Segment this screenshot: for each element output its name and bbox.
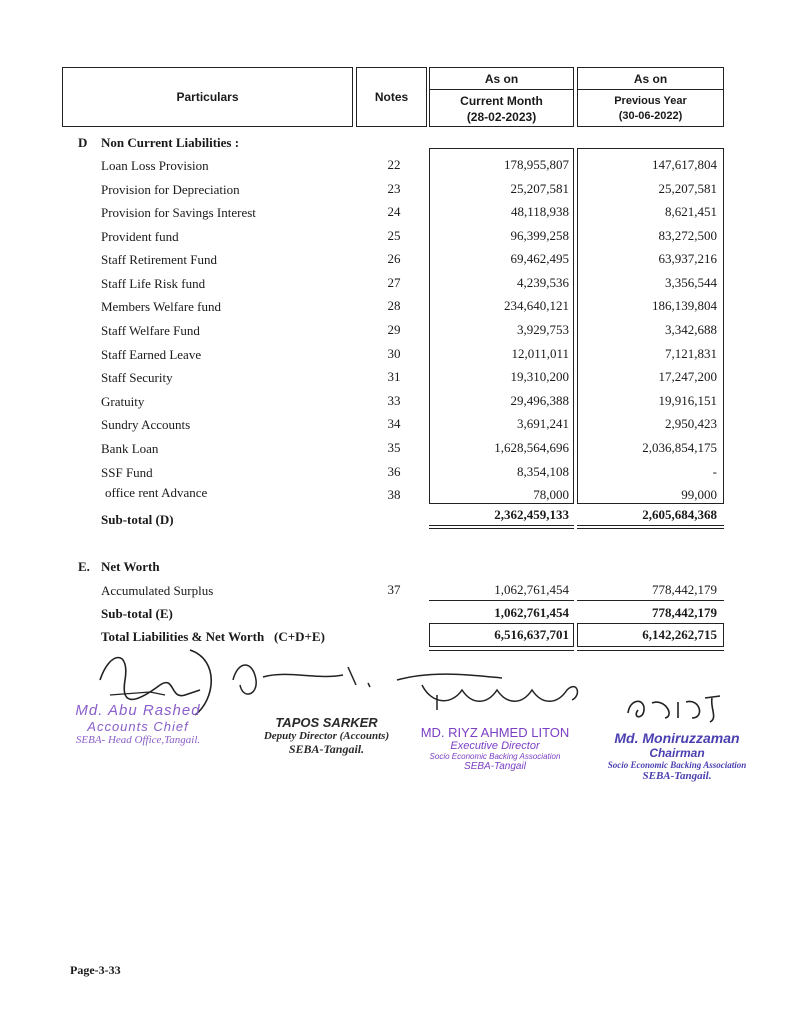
row-previous: 83,272,500 xyxy=(658,228,717,243)
signatory-4 xyxy=(592,730,762,782)
signatory-2-title: Deputy Director (Accounts) xyxy=(263,730,390,742)
signatory-1-org: SEBA- Head Office,Tangail. xyxy=(75,734,201,746)
row-note: 26 xyxy=(387,251,401,266)
signatory-3-org-line: Socio Economic Backing Association xyxy=(429,752,561,761)
surplus-underline-current xyxy=(429,600,574,601)
row-previous: 2,036,854,175 xyxy=(642,440,717,455)
signatory-4-title: Chairman xyxy=(649,746,705,760)
header-current-date: (28-02-2023) xyxy=(466,110,537,124)
row-previous: 3,342,688 xyxy=(665,322,717,337)
row-note: 31 xyxy=(387,369,401,384)
signatory-4-org: SEBA-Tangail. xyxy=(642,770,712,782)
signatory-1-name: Md. Abu Rashed xyxy=(75,702,201,719)
accumulated-surplus-label: Accumulated Surplus xyxy=(101,583,214,598)
row-current: 3,691,241 xyxy=(517,416,569,431)
accumulated-surplus-previous: 778,442,179 xyxy=(652,582,717,597)
row-current: 1,628,564,696 xyxy=(494,440,569,455)
signatory-1 xyxy=(58,702,218,746)
row-note: 24 xyxy=(387,204,401,219)
header-current-label: Current Month xyxy=(460,94,543,108)
row-note: 38 xyxy=(387,487,401,502)
subtotal-d-previous: 2,605,684,368 xyxy=(642,507,717,522)
row-current: 69,462,495 xyxy=(510,251,569,266)
row-current: 29,496,388 xyxy=(510,393,569,408)
row-label: Sundry Accounts xyxy=(101,417,191,432)
subtotal-d-underline-3 xyxy=(577,525,724,526)
signature-scribble-3 xyxy=(392,660,592,720)
row-previous: 8,621,451 xyxy=(665,204,717,219)
signatory-1-title: Accounts Chief xyxy=(87,719,189,734)
accumulated-surplus-note: 37 xyxy=(387,582,401,597)
row-label: Staff Retirement Fund xyxy=(101,252,218,267)
row-note: 25 xyxy=(387,228,401,243)
signatory-3-org: SEBA-Tangail xyxy=(464,761,526,772)
subtotal-d-label: Sub-total (D) xyxy=(101,512,174,527)
row-label: Staff Life Risk fund xyxy=(101,276,206,291)
subtotal-e-label: Sub-total (E) xyxy=(101,606,173,621)
row-current: 78,000 xyxy=(533,487,569,502)
row-current: 3,929,753 xyxy=(517,322,569,337)
row-previous: 25,207,581 xyxy=(658,181,717,196)
row-label: Staff Security xyxy=(101,370,173,385)
row-label: SSF Fund xyxy=(101,465,153,480)
row-note: 28 xyxy=(387,298,401,313)
total-formula: (C+D+E) xyxy=(273,629,325,644)
row-note: 36 xyxy=(387,464,401,479)
total-previous: 6,142,262,715 xyxy=(642,627,717,642)
row-current: 8,354,108 xyxy=(517,464,569,479)
subtotal-d-underline-1 xyxy=(429,525,574,526)
row-current: 25,207,581 xyxy=(510,181,569,196)
header-particulars: Particulars xyxy=(176,90,239,104)
surplus-underline-previous xyxy=(577,600,724,601)
section-d-title: Non Current Liabilities : xyxy=(101,135,240,150)
signatory-2 xyxy=(254,715,399,757)
row-current: 96,399,258 xyxy=(510,228,569,243)
row-note: 29 xyxy=(387,322,401,337)
row-previous: 147,617,804 xyxy=(652,157,717,172)
header-previous-divider xyxy=(577,89,724,90)
signatory-4-org-line: Socio Economic Backing Association xyxy=(607,760,747,770)
accumulated-surplus-current: 1,062,761,454 xyxy=(494,582,569,597)
row-previous: 19,916,151 xyxy=(658,393,717,408)
row-note: 27 xyxy=(387,275,401,290)
row-current: 4,239,536 xyxy=(517,275,569,290)
signature-scribble-4 xyxy=(620,688,730,728)
subtotal-d-current: 2,362,459,133 xyxy=(494,507,569,522)
row-label: Provision for Savings Interest xyxy=(101,205,256,220)
total-double-underline-current xyxy=(429,650,574,651)
signatory-4-name: Md. Moniruzzaman xyxy=(614,730,740,746)
header-notes: Notes xyxy=(374,90,409,104)
row-note: 23 xyxy=(387,181,401,196)
header-previous-label: Previous Year xyxy=(614,95,687,107)
row-label: Provident fund xyxy=(101,229,179,244)
row-previous: 99,000 xyxy=(681,487,717,502)
row-label: Staff Earned Leave xyxy=(101,347,202,362)
subtotal-d-underline-2 xyxy=(429,528,574,529)
page-number: Page-3-33 xyxy=(70,963,121,977)
signatory-2-name: TAPOS SARKER xyxy=(275,715,378,730)
row-note: 22 xyxy=(387,157,401,172)
subtotal-d-underline-4 xyxy=(577,528,724,529)
signatory-3 xyxy=(410,725,580,772)
signatory-2-org: SEBA-Tangail. xyxy=(288,742,365,756)
signatory-3-title: Executive Director xyxy=(450,740,540,752)
row-previous: 17,247,200 xyxy=(658,369,717,384)
header-previous-date: (30-06-2022) xyxy=(618,110,683,122)
row-current: 19,310,200 xyxy=(510,369,569,384)
signatory-3-name: MD. RIYZ AHMED LITON xyxy=(420,725,570,740)
row-note: 30 xyxy=(387,346,401,361)
row-label: Members Welfare fund xyxy=(101,299,222,314)
row-label: office rent Advance xyxy=(105,485,208,500)
row-previous: - xyxy=(712,464,717,479)
header-previous-as-on: As on xyxy=(633,72,668,86)
row-previous: 3,356,544 xyxy=(665,275,717,290)
row-previous: 186,139,804 xyxy=(652,298,717,313)
row-current: 48,118,938 xyxy=(510,204,569,219)
total-current: 6,516,637,701 xyxy=(494,627,569,642)
row-note: 34 xyxy=(387,416,401,431)
row-previous: 2,950,423 xyxy=(665,416,717,431)
row-current: 12,011,011 xyxy=(511,346,569,361)
row-label: Gratuity xyxy=(101,394,145,409)
row-current: 234,640,121 xyxy=(504,298,569,313)
row-previous: 63,937,216 xyxy=(658,251,717,266)
subtotal-e-current: 1,062,761,454 xyxy=(494,605,569,620)
header-current-divider xyxy=(429,89,574,90)
row-label: Staff Welfare Fund xyxy=(101,323,200,338)
total-double-underline-previous xyxy=(577,650,724,651)
row-previous: 7,121,831 xyxy=(665,346,717,361)
row-note: 35 xyxy=(387,440,401,455)
section-d-letter: D xyxy=(78,135,88,150)
section-e-title: Net Worth xyxy=(101,559,160,574)
total-label-text: Total Liabilities & Net Worth xyxy=(101,629,265,644)
row-label: Loan Loss Provision xyxy=(101,158,209,173)
header-current-as-on: As on xyxy=(484,72,519,86)
row-label: Provision for Depreciation xyxy=(101,182,240,197)
row-note: 33 xyxy=(387,393,401,408)
subtotal-e-previous: 778,442,179 xyxy=(652,605,717,620)
signature-scribble-2 xyxy=(228,655,388,705)
row-label: Bank Loan xyxy=(101,441,159,456)
row-current: 178,955,807 xyxy=(504,157,569,172)
section-e-letter: E. xyxy=(78,559,90,574)
